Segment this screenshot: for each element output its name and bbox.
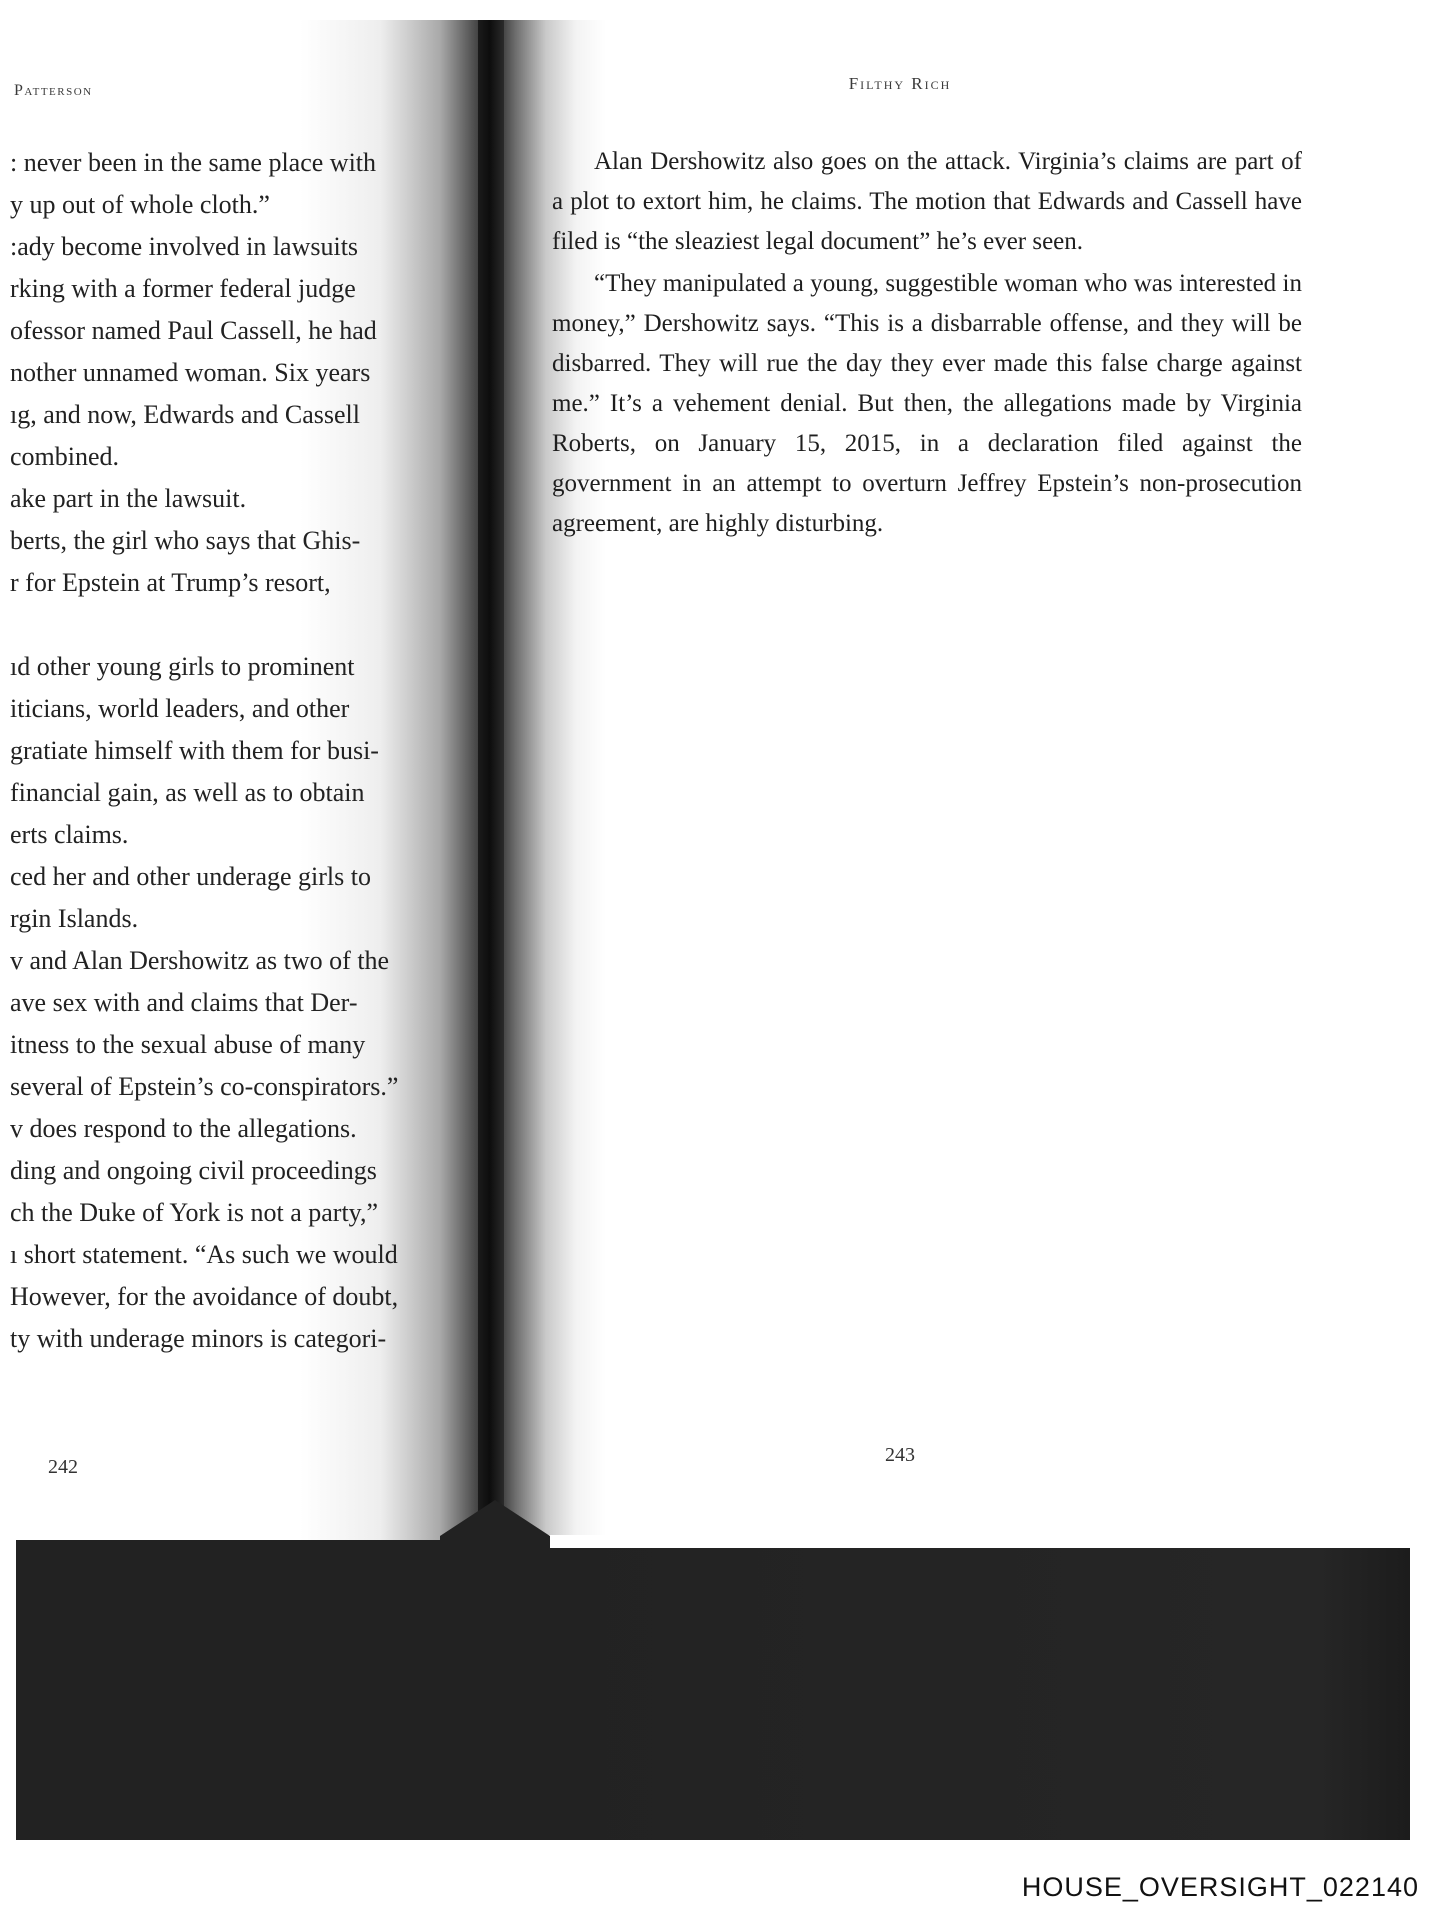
scan-dark-band (500, 1548, 1410, 1840)
right-page-text (552, 142, 1302, 546)
text-line: r for Epstein at Trump’s resort, (10, 568, 331, 597)
text-line: ch the Duke of York is not a party,” (10, 1198, 379, 1227)
paragraph: “They manipulated a young, suggestible woman who was interested in money,” Dershowitz says. “This is a disbarrable offense, and they will be disbarred. They will rue the day they ever made this false charge against me.” It’s a vehement denial. But then, the allegations made by Virginia Roberts, on January 15, 2015, in a declaration filed against the government in an attempt to overturn Jeffrey Epstein’s non-prosecution agreement, are highly disturbing. (552, 270, 1302, 537)
scan-dark-band (16, 1540, 506, 1840)
text-line: y up out of whole cloth.” (10, 190, 270, 219)
right-page (496, 20, 1431, 1535)
text-line: ı short statement. “As such we would (10, 1240, 398, 1269)
text-line: : never been in the same place with (10, 148, 377, 177)
text-line: gratiate himself with them for busi- (10, 736, 379, 765)
text-line: rgin Islands. (10, 904, 139, 933)
text-line: erts claims. (10, 820, 129, 849)
text-line: several of Epstein’s co-conspirators.” (10, 1072, 399, 1101)
text-line: financial gain, as well as to obtain (10, 778, 365, 807)
text-line: ıg, and now, Edwards and Cassell (10, 400, 360, 429)
bates-stamp: HOUSE_OVERSIGHT_022140 (1021, 1872, 1419, 1902)
text-line: v does respond to the allegations. (10, 1114, 357, 1143)
text-line: :ady become involved in lawsuits (10, 232, 359, 261)
text-line: nother unnamed woman. Six years (10, 358, 371, 387)
text-line: ave sex with and claims that Der- (10, 988, 358, 1017)
text-line: berts, the girl who says that Ghis- (10, 526, 361, 555)
text-line: rking with a former federal judge (10, 274, 356, 303)
right-page-number: 243 (885, 1444, 915, 1466)
paragraph: Alan Dershowitz also goes on the attack. Virginia’s claims are part of a plot to extort him, he claims. The motion that Edwards and Cassell have filed is “the sleaziest legal document” he’s ever seen. (552, 148, 1302, 255)
text-line: However, for the avoidance of doubt, (10, 1282, 399, 1311)
text-line (10, 604, 440, 646)
book-gutter-shadow (478, 20, 504, 1545)
text-line: ty with underage minors is categori- (10, 1324, 387, 1353)
left-page-number: 242 (48, 1456, 78, 1478)
text-line: ıd other young girls to prominent (10, 652, 355, 681)
left-page (0, 20, 495, 1540)
text-line: iticians, world leaders, and other (10, 694, 350, 723)
left-running-head: Patterson (14, 82, 93, 99)
text-line: ced her and other underage girls to (10, 862, 371, 891)
text-line: ake part in the lawsuit. (10, 484, 247, 513)
text-line: v and Alan Dershowitz as two of the (10, 946, 390, 975)
text-line: itness to the sexual abuse of many (10, 1030, 366, 1059)
text-line: combined. (10, 442, 120, 471)
left-page-text (10, 142, 440, 1360)
text-line: ofessor named Paul Cassell, he had (10, 316, 377, 345)
right-running-head: Filthy Rich (848, 74, 952, 93)
text-line: ding and ongoing civil proceedings (10, 1156, 377, 1185)
